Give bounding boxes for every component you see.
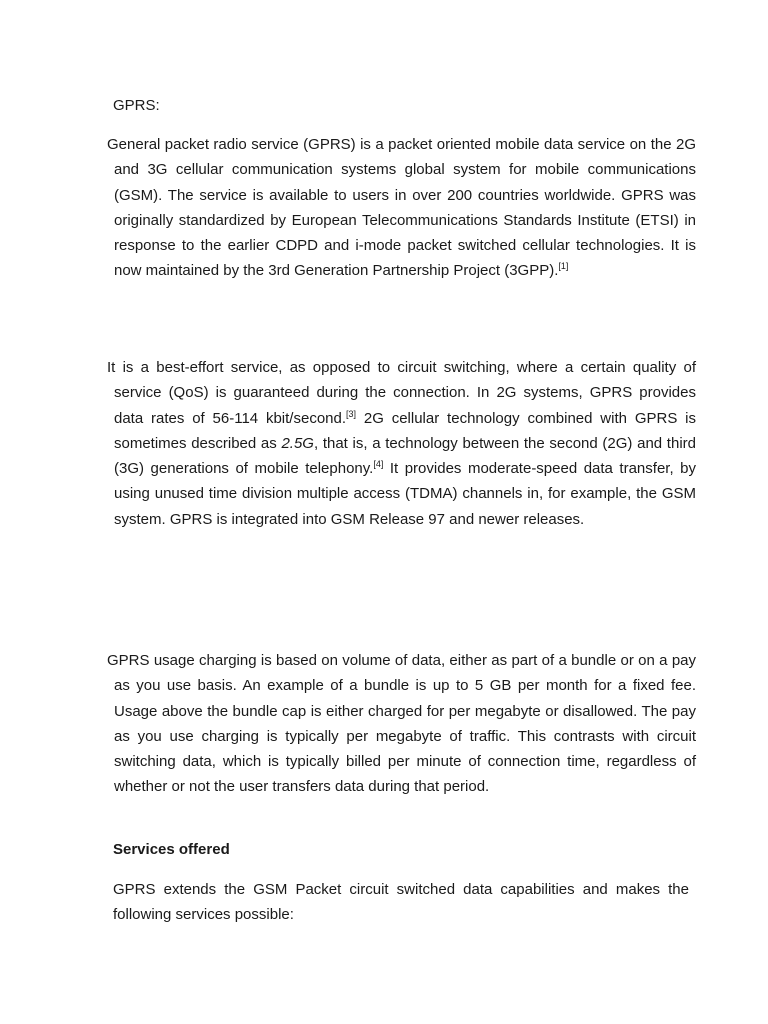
paragraph-text: It is a best-effort service, as opposed to circuit switching, where a certain quality of service (QoS) is guaranteed during the connection. In 2G systems, GPRS provides data rates of 56-114 kbit/second.	[107, 359, 696, 427]
reference-link-1[interactable]: [1]	[558, 261, 569, 272]
paragraph-best-effort	[107, 355, 696, 532]
paragraph-gprs-intro	[107, 132, 696, 284]
paragraph-text: GPRS usage charging is based on volume of data, either as part of a bundle or on a pay as you use basis. An example of a bundle is up to 5 GB per month for a fixed fee. Usage above the bundle cap is either charged for per megabyte or disallowed. The pay as you use charging is typically per megabyte of traffic. This contrasts with circuit switching data, which is typically billed per minute of connection time, regardless of whether or not the user transfers data during that period.	[107, 652, 696, 796]
paragraph-text: It provides moderate-speed data transfer, by using unused time division multiple access (TDMA) channels in, for example, the GSM system. GPRS is integrated into GSM Release 97 and newer releases.	[114, 460, 696, 528]
reference-link-4[interactable]: [4]	[373, 459, 384, 470]
paragraph-text: , that is, a technology between the second (2G) and third (3G) generations of mobile telephony.	[114, 434, 696, 478]
page-title: GPRS:	[113, 97, 160, 114]
paragraph-text: General packet radio service (GPRS) is a packet oriented mobile data service on the 2G and 3G cellular communication systems global system for mobile communications (GSM). The service is available to users in over 200 countries worldwide. GPRS was originally standardized by European Telecommunications Standards Institute (ETSI) in response to the earlier CDPD and i-mode packet switched cellular technologies. It is now maintained by the 3rd Generation Partnership Project (3GPP).	[107, 136, 696, 280]
emphasis-2-5g: 2.5G	[281, 434, 314, 452]
reference-link-3[interactable]: [3]	[346, 408, 357, 419]
paragraph-text: 2G cellular technology combined with GPRS is sometimes described as	[114, 409, 696, 452]
paragraph-services	[113, 877, 689, 928]
section-heading-services: Services offered	[113, 841, 230, 858]
paragraph-text: GPRS extends the GSM Packet circuit switched data capabilities and makes the following services possible:	[113, 881, 689, 924]
paragraph-usage-charging	[107, 648, 696, 800]
